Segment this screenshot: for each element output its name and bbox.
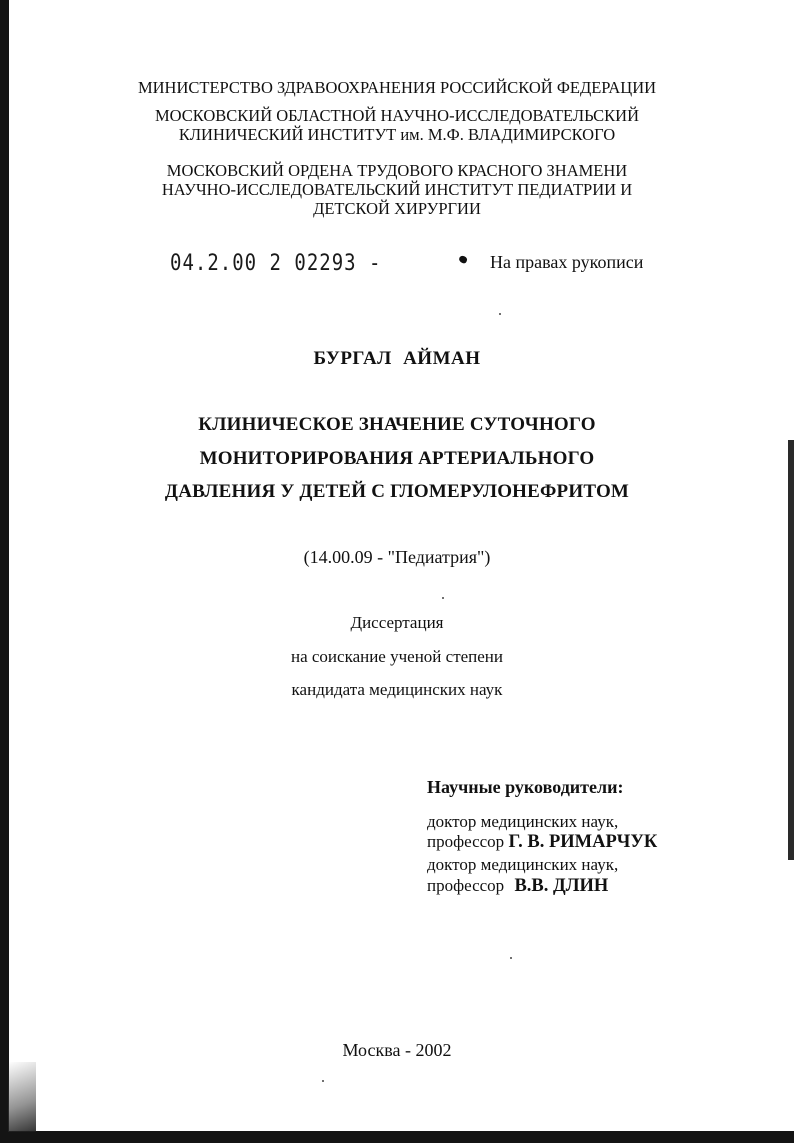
institute2-line2: НАУЧНО-ИССЛЕДОВАТЕЛЬСКИЙ ИНСТИТУТ ПЕДИАТРИИ И (161, 180, 633, 199)
degree-line2: на соискание ученой степени (290, 647, 504, 666)
supervisor2-degree: доктор медицинских наук, (427, 855, 619, 874)
supervisor1-line (427, 832, 657, 853)
scan-speck (499, 313, 501, 315)
bullet-mark (458, 255, 468, 264)
title-line3: ДАВЛЕНИЯ У ДЕТЕЙ С ГЛОМЕРУЛОНЕФРИТОМ (164, 481, 630, 502)
supervisor1-name: Г. В. РИМАРЧУК (508, 832, 658, 852)
institute2-line3: ДЕТСКОЙ ХИРУРГИИ (313, 199, 481, 218)
institute1-line1: МОСКОВСКИЙ ОБЛАСТНОЙ НАУЧНО-ИССЛЕДОВАТЕЛЬСКИЙ (154, 106, 640, 125)
supervisor2-title: профессор (427, 876, 505, 895)
city-year: Москва - 2002 (342, 1040, 452, 1060)
institute1-line2: КЛИНИЧЕСКИЙ ИНСТИТУТ им. М.Ф. ВЛАДИМИРСКОГО (178, 125, 616, 144)
author-name: БУРГАЛ АЙМАН (313, 348, 481, 369)
title-line2: МОНИТОРИРОВАНИЯ АРТЕРИАЛЬНОГО (199, 448, 595, 469)
title-line1: КЛИНИЧЕСКОЕ ЗНАЧЕНИЕ СУТОЧНОГО (198, 414, 596, 435)
supervisor2-name: В.В. ДЛИН (514, 876, 609, 896)
degree-line3: кандидата медицинских наук (291, 680, 503, 699)
scan-edge-bottom (0, 1131, 794, 1143)
supervisors-heading: Научные руководители: (427, 777, 624, 797)
ministry-heading: МИНИСТЕРСТВО ЗДРАВООХРАНЕНИЯ РОССИЙСКОЙ ФЕДЕРАЦИИ (137, 78, 657, 97)
scan-smudge (8, 1062, 36, 1132)
registry-stamp-number: 04.2.00 2 02293 - (170, 250, 382, 276)
scan-speck (322, 1080, 324, 1082)
specialty-code: (14.00.09 - "Педиатрия") (303, 547, 491, 567)
supervisor1-title: профессор (427, 832, 505, 851)
scan-speck (510, 957, 512, 959)
rights-note: На правах рукописи (490, 252, 644, 272)
supervisor2-line (427, 876, 608, 897)
scan-speck (442, 597, 444, 599)
supervisor1-degree: доктор медицинских наук, (427, 812, 619, 831)
institute2-line1: МОСКОВСКИЙ ОРДЕНА ТРУДОВОГО КРАСНОГО ЗНАМЕНИ (166, 161, 628, 180)
degree-line1: Диссертация (350, 613, 444, 632)
